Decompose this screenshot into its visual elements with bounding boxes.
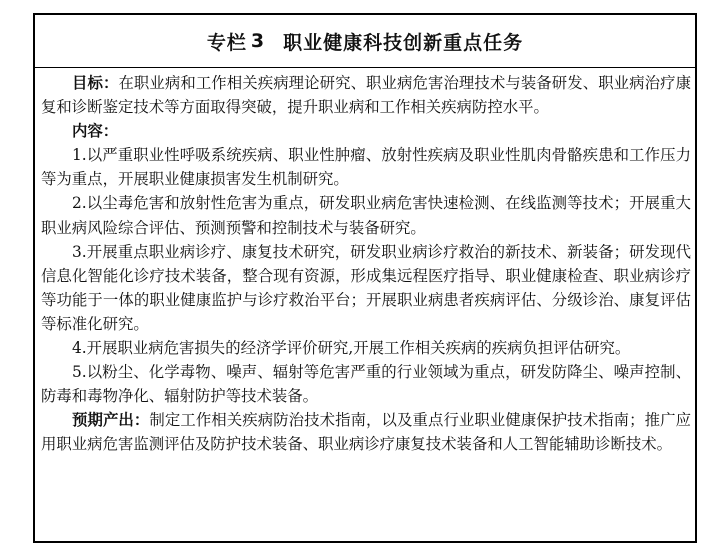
output-label: 预期产出： bbox=[72, 411, 150, 430]
content-item-1: 1.以严重职业性呼吸系统疾病、职业性肿瘤、放射性疾病及职业性肌肉骨骼疾患和工作压力等为重点，开展职业健康损害发生机制研究。 bbox=[41, 146, 691, 189]
title-text: 职业健康科技创新重点任务 bbox=[283, 31, 524, 54]
column-title bbox=[35, 15, 695, 68]
title-number: 3 bbox=[250, 30, 266, 52]
content-label: 内容： bbox=[72, 122, 119, 141]
special-column-box bbox=[33, 13, 697, 543]
content-item-3: 3.开展重点职业病诊疗、康复技术研究，研发职业病诊疗救治的新技术、新装备；研发现代信息化智能化诊疗技术装备，整合现有资源，形成集远程医疗指导、职业健康检查、职业病诊疗等功能于一体的职业健康监护与诊疗救治平台；开展职业病患者疾病评估、分级诊治、康复评估等标准化研究。 bbox=[41, 242, 691, 333]
content-item-2: 2.以尘毒危害和放射性危害为重点，研发职业病危害快速检测、在线监测等技术；开展重大职业病风险综合评估、预测预警和控制技术与装备研究。 bbox=[41, 194, 691, 237]
output-text: 制定工作相关疾病防治技术指南，以及重点行业职业健康保护技术指南；推广应用职业病危害监测评估及防护技术装备、职业病诊疗康复技术装备和人工智能辅助诊断技术。 bbox=[41, 411, 691, 454]
content-item-5: 5.以粉尘、化学毒物、噪声、辐射等危害严重的行业领域为重点，研发防降尘、噪声控制、防毒和毒物净化、辐射防护等技术装备。 bbox=[41, 363, 691, 406]
content-item-4: 4.开展职业病危害损失的经济学评价研究,开展工作相关疾病的疾病负担评估研究。 bbox=[72, 339, 631, 358]
goal-paragraph bbox=[41, 71, 691, 119]
goal-text: 在职业病和工作相关疾病理论研究、职业病危害治理技术与装备研发、职业病治疗康复和诊断鉴定技术等方面取得突破，提升职业病和工作相关疾病防控水平。 bbox=[41, 74, 691, 117]
title-prefix: 专栏 bbox=[206, 31, 247, 54]
goal-label: 目标： bbox=[72, 74, 119, 92]
output-paragraph bbox=[41, 408, 691, 456]
column-content bbox=[35, 68, 695, 457]
